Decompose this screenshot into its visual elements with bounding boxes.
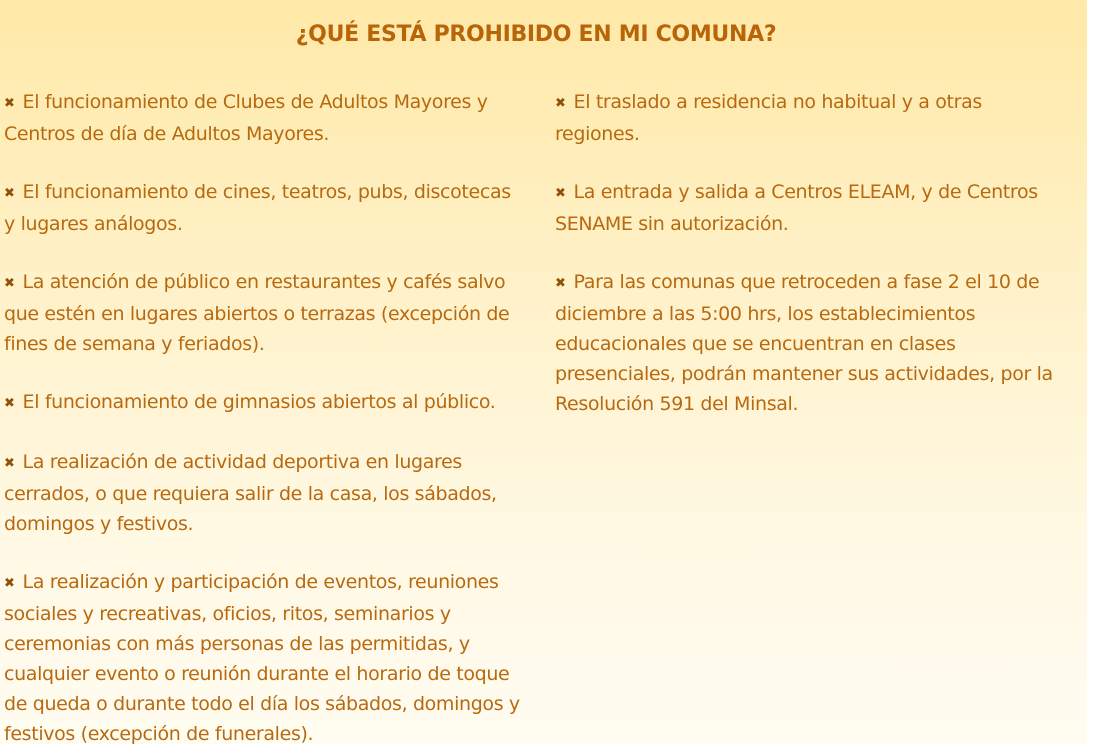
item-text: La realización de actividad deportiva en lugares cerrados, o que requiera salir de la casa, los sábados, domingos y festivos.	[4, 451, 497, 535]
list-item	[4, 447, 520, 539]
left-column	[4, 87, 520, 744]
item-text: Para las comunas que retroceden a fase 2 el 10 de diciembre a las 5:00 hrs, los establecimientos educacionales que se encuentran en clases presenciales, podrán mantener sus actividades, por la Resolución 591 del Minsal.	[555, 271, 1053, 415]
x-mark-icon: ✖	[4, 576, 15, 591]
x-mark-icon: ✖	[555, 96, 566, 111]
list-item	[4, 567, 520, 744]
list-item	[555, 177, 1065, 239]
item-text: El funcionamiento de cines, teatros, pubs, discotecas y lugares análogos.	[4, 181, 511, 235]
page-title: ¿QUÉ ESTÁ PROHIBIDO EN MI COMUNA?	[295, 22, 777, 47]
x-mark-icon: ✖	[4, 186, 15, 201]
item-text: El funcionamiento de Clubes de Adultos Mayores y Centros de día de Adultos Mayores.	[4, 91, 488, 145]
list-item	[555, 87, 1065, 149]
list-item	[4, 177, 520, 239]
item-text: El funcionamiento de gimnasios abiertos al público.	[22, 391, 496, 413]
item-text: El traslado a residencia no habitual y a otras regiones.	[555, 91, 982, 145]
list-item	[4, 267, 520, 359]
item-text: La atención de público en restaurantes y cafés salvo que estén en lugares abiertos o terrazas (excepción de fines de semana y feriados).	[4, 271, 510, 355]
x-mark-icon: ✖	[555, 276, 566, 291]
x-mark-icon: ✖	[4, 396, 15, 411]
list-item	[4, 387, 520, 419]
x-mark-icon: ✖	[4, 456, 15, 471]
list-item	[4, 87, 520, 149]
x-mark-icon: ✖	[4, 276, 15, 291]
right-column	[555, 87, 1065, 447]
x-mark-icon: ✖	[555, 186, 566, 201]
list-item	[555, 267, 1065, 419]
item-text: La realización y participación de eventos, reuniones sociales y recreativas, oficios, ritos, seminarios y ceremonias con más personas de las permitidas, y cualquier evento o reunión durante el horario de toque de queda o durante todo el día los sábados, domingos y festivos (excepción de funerales).	[4, 571, 520, 744]
x-mark-icon: ✖	[4, 96, 15, 111]
item-text: La entrada y salida a Centros ELEAM, y de Centros SENAME sin autorización.	[555, 181, 1038, 235]
